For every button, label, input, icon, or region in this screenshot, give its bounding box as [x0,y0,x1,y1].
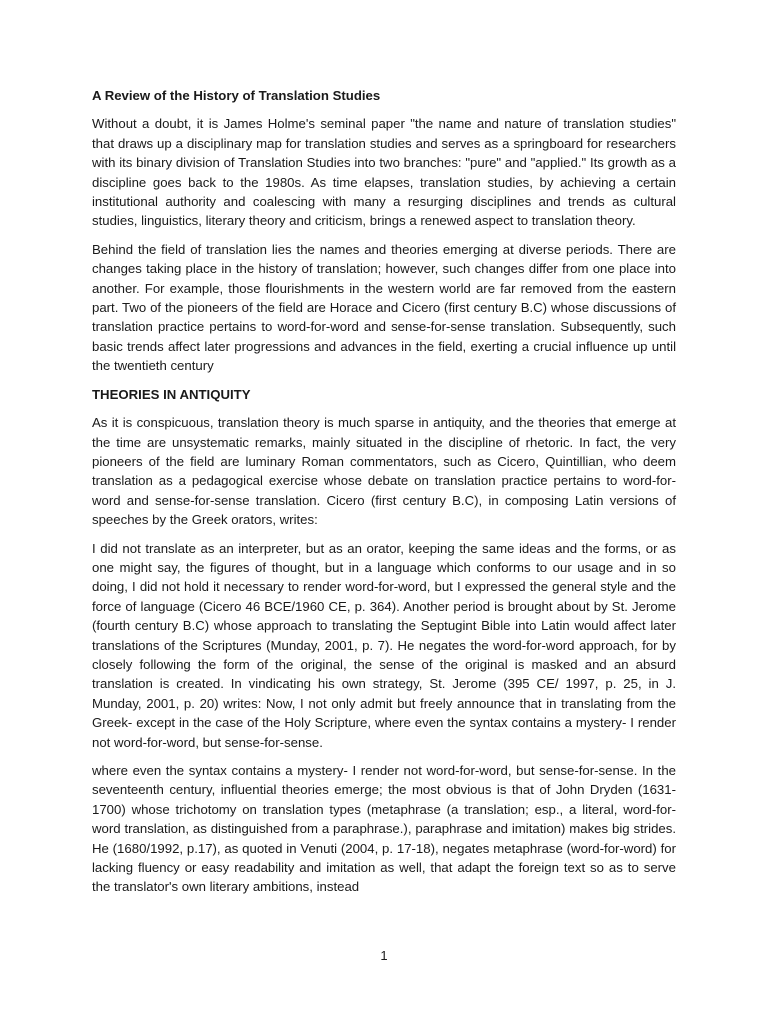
document-title: A Review of the History of Translation Studies [92,88,381,103]
page-number: 1 [380,948,388,963]
document-page [92,78,676,978]
paragraph-intro-2: Behind the field of translation lies the names and theories emerging at diverse periods. There are changes taking place in the history of translation; however, such changes differ from one place into another. For example, those flourishments in the western world are far removed from the eastern part. Two of the pioneers of the field are Horace and Cicero (first century B.C) whose discussions of translation practice pertains to word-for-word and sense-for-sense translation. Subsequently, such basic trends affect later progressions and advances in the field, exerting a crucial influence up until the twentieth century [92,241,676,374]
section-heading: THEORIES IN ANTIQUITY [92,386,251,402]
paragraph-antiquity-2: I did not translate as an interpreter, but as an orator, keeping the same ideas and the forms, or as one might say, the figures of thought, but in a language which conforms to our usage and in so doing, I did not hold it necessary to render word-for-word, but I expressed the general style and the force of language (Cicero 46 BCE/1960 CE, p. 364). Another period is brought about by St. Jerome (fourth century B.C) whose approach to translating the Septugint Bible into Latin would affect later translations of the Scriptures (Munday, 2001, p. 7). He negates the word-for-word approach, for by closely following the form of the original, the sense of the original is masked and an absurd translation is created. In vindicating his own strategy, St. Jerome (395 CE/ 1997, p. 25, in J. Munday, 2001, p. 20) writes: Now, I not only admit but freely announce that in translating from the Greek- except in the case of the Holy Scripture, where even the syntax contains a mystery- I render not word-for-word, but sense-for-sense. [92,540,676,750]
paragraph-intro-1: Without a doubt, it is James Holme's seminal paper "the name and nature of translation studies" that draws up a disciplinary map for translation studies and serves as a springboard for researchers with its binary division of Translation Studies into two branches: "pure" and "applied." Its growth as a discipline goes back to the 1980s. As time elapses, translation studies, by achieving a certain institutional authority and coalescing with many a resurging disciplines and trends as cultural studies, linguistics, literary theory and criticism, brings a renewed aspect to translation theory. [92,116,676,229]
paragraph-antiquity-3: where even the syntax contains a mystery- I render not word-for-word, but sense-for-sense. In the seventeenth century, influential theories emerge; the most obvious is that of John Dryden (1631-1700) whose trichotomy on translation types (metaphrase (a translation; esp., a literal, word-for-word translation, as distinguished from a paraphrase.), paraphrase and imitation) makes big strides. He (1680/1992, p.17), as quoted in Venuti (2004, p. 17-18), negates metaphrase (word-for-word) for lacking fluency or easy readability and imitation as well, that adapt the foreign text so as to serve the translator's own literary ambitions, instead [92,763,676,895]
paragraph-antiquity-1: As it is conspicuous, translation theory is much sparse in antiquity, and the theories that emerge at the time are unsystematic remarks, mainly situated in the discipline of rhetoric. In fact, the very pioneers of the field are luminary Roman commentators, such as Cicero, Quintillian, who deem translation as a pedagogical exercise whose debate on translation practice pertains to word-for-word and sense-for-sense translation. Cicero (first century B.C), in composing Latin versions of speeches by the Greek orators, writes: [92,415,676,528]
